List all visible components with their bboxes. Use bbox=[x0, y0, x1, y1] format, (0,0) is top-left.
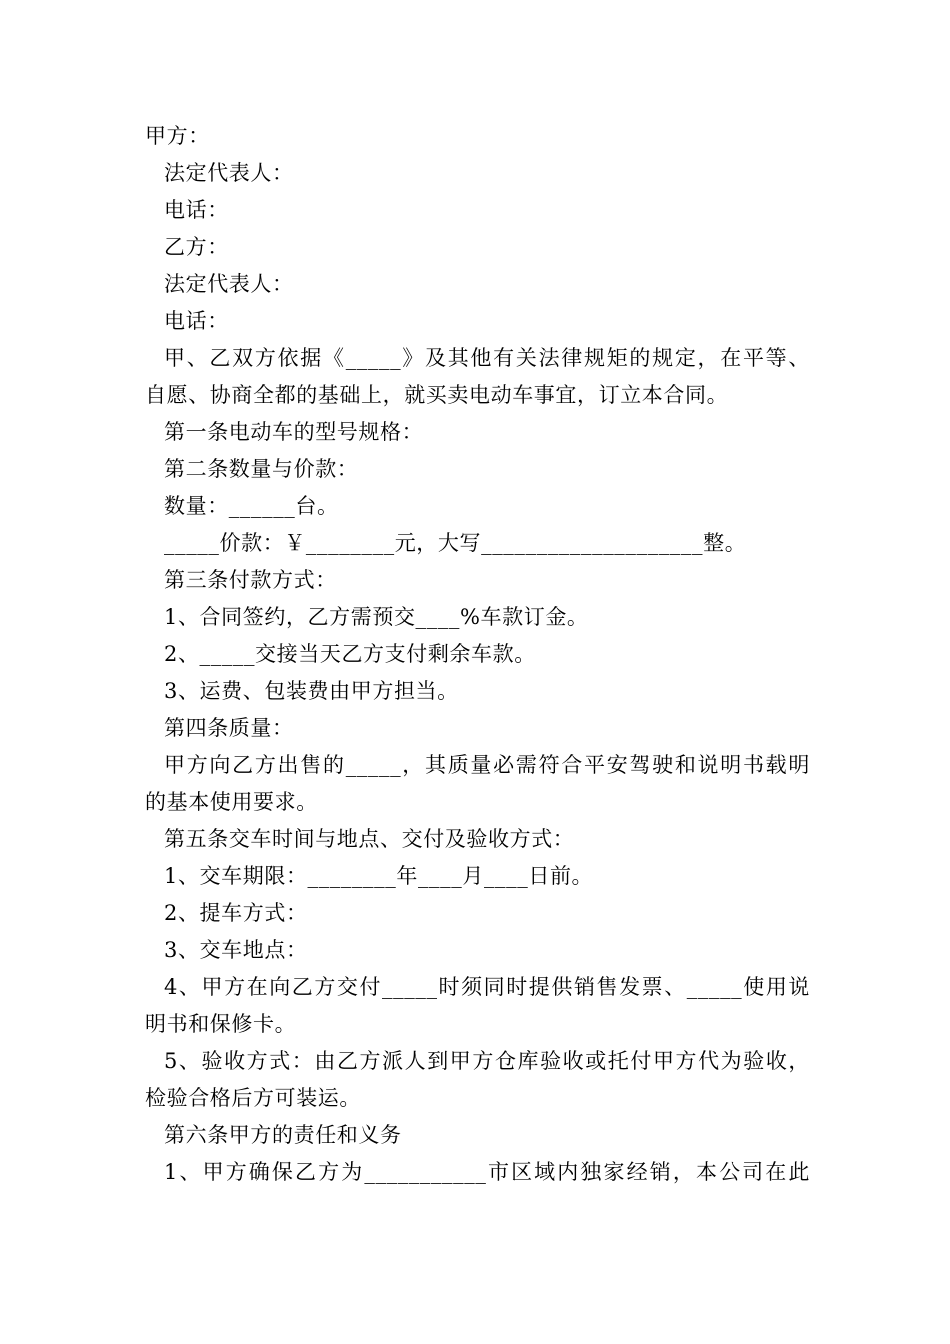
payment-item-2: 2、_____交接当天乙方支付剩余车款。 bbox=[164, 642, 536, 666]
payment-item-1: 1、合同签约，乙方需预交____%车款订金。 bbox=[164, 605, 589, 629]
party-b-phone: 电话： bbox=[164, 309, 229, 333]
payment-item-3: 3、运费、包装费由甲方担当。 bbox=[164, 679, 459, 703]
price-line: _____价款：￥________元，大写____________________整。 bbox=[164, 531, 747, 555]
preamble-line-1: 甲、乙双方依据《_____》及其他有关法律规矩的规定，在平等、 bbox=[164, 346, 810, 370]
article-3-heading: 第三条付款方式： bbox=[164, 568, 337, 592]
party-a-phone: 电话： bbox=[164, 198, 229, 222]
quality-line-2: 的基本使用要求。 bbox=[145, 790, 318, 814]
preamble-line-2: 自愿、协商全都的基础上，就买卖电动车事宜，订立本合同。 bbox=[145, 383, 729, 407]
article-6-item-1: 1、甲方确保乙方为___________市区域内独家经销，本公司在此 bbox=[164, 1160, 810, 1184]
delivery-item-5-line-1: 5、验收方式：由乙方派人到甲方仓库验收或托付甲方代为验收， bbox=[164, 1049, 810, 1073]
contract-document bbox=[145, 118, 810, 1191]
delivery-item-1: 1、交车期限：________年____月____日前。 bbox=[164, 864, 594, 888]
party-b-representative: 法定代表人： bbox=[164, 272, 294, 296]
article-2-heading: 第二条数量与价款： bbox=[164, 457, 359, 481]
party-b-label: 乙方： bbox=[164, 235, 229, 259]
delivery-item-4-line-1: 4、甲方在向乙方交付_____时须同时提供销售发票、_____使用说 bbox=[164, 975, 810, 999]
article-5-heading: 第五条交车时间与地点、交付及验收方式： bbox=[164, 827, 575, 851]
delivery-item-2: 2、提车方式： bbox=[164, 901, 308, 925]
party-a-label: 甲方： bbox=[145, 124, 210, 148]
quantity-line: 数量：______台。 bbox=[164, 494, 339, 518]
quality-line-1: 甲方向乙方出售的_____，其质量必需符合平安驾驶和说明书载明 bbox=[164, 753, 810, 777]
article-6-heading: 第六条甲方的责任和义务 bbox=[164, 1123, 402, 1147]
delivery-item-5-line-2: 检验合格后方可装运。 bbox=[145, 1086, 361, 1110]
delivery-item-4-line-2: 明书和保修卡。 bbox=[145, 1012, 297, 1036]
party-a-representative: 法定代表人： bbox=[164, 161, 294, 185]
article-1-heading: 第一条电动车的型号规格： bbox=[164, 420, 424, 444]
article-4-heading: 第四条质量： bbox=[164, 716, 294, 740]
delivery-item-3: 3、交车地点： bbox=[164, 938, 308, 962]
